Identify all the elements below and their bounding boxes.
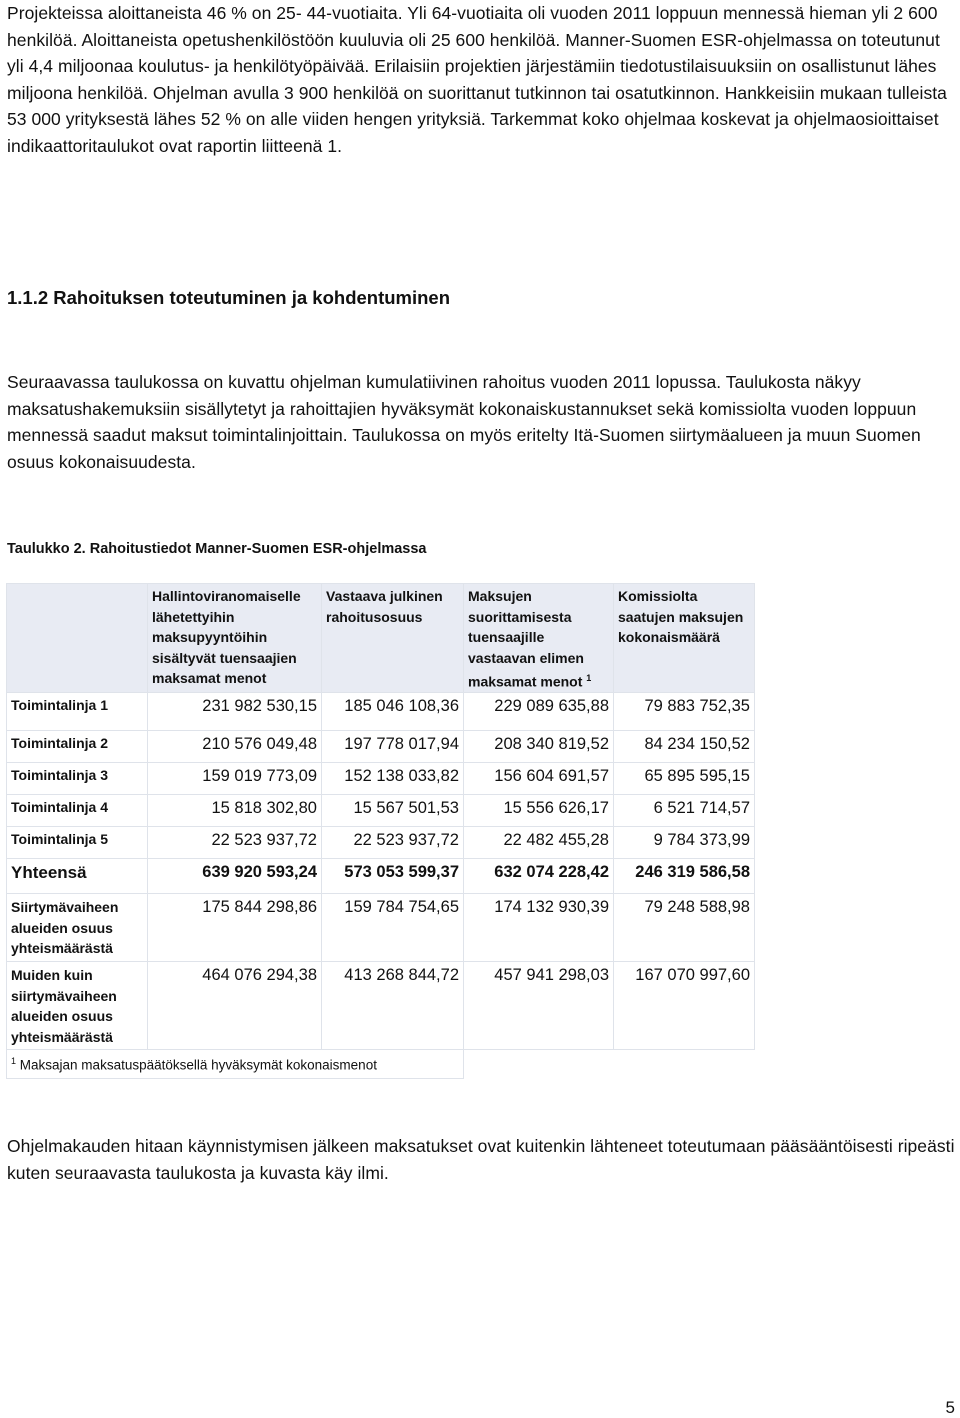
total-label: Yhteensä <box>7 859 148 894</box>
header-paying-body-text: Maksujen suorittamisesta tuensaajille vastaavan elimen maksamat menot <box>468 588 584 690</box>
other-region-row <box>7 962 755 1050</box>
transition-region-row <box>7 894 755 962</box>
table-cell: 159 784 754,65 <box>322 894 464 962</box>
header-expenditure: Hallintoviranomaiselle lähetettyihin maksupyyntöihin sisältyvät tuensaajien maksamat menot <box>148 584 322 693</box>
table-cell: 231 982 530,15 <box>148 693 322 731</box>
section-paragraph: Seuraavassa taulukossa on kuvattu ohjelman kumulatiivinen rahoitus vuoden 2011 lopussa. Taulukosta näkyy maksatushakemuksiin sisällytetyt ja rahoittajien hyväksymät kokonaiskustannukset sekä komissiolta vuoden loppuun mennessä saadut maksut toimintalinjoittain. Taulukossa on myös eritelty Itä-Suomen siirtymäalueen ja muun Suomen osuus kokonaisuudesta. <box>7 372 921 472</box>
header-footnote-mark: 1 <box>586 673 592 683</box>
funding-table <box>6 583 755 1079</box>
page-number: 5 <box>945 1398 955 1417</box>
table-header-row <box>7 584 755 693</box>
table-cell: 167 070 997,60 <box>614 962 755 1050</box>
table-cell: 464 076 294,38 <box>148 962 322 1050</box>
table-cell: 208 340 819,52 <box>464 731 614 763</box>
header-public-share: Vastaava julkinen rahoitusosuus <box>322 584 464 693</box>
table-cell: 65 895 595,15 <box>614 763 755 795</box>
table-cell: 175 844 298,86 <box>148 894 322 962</box>
table-cell: 9 784 373,99 <box>614 827 755 859</box>
table-cell: 79 883 752,35 <box>614 693 755 731</box>
total-cell: 639 920 593,24 <box>148 859 322 894</box>
table-cell: 84 234 150,52 <box>614 731 755 763</box>
table-cell: 152 138 033,82 <box>322 763 464 795</box>
total-cell: 246 319 586,58 <box>614 859 755 894</box>
table-cell: 197 778 017,94 <box>322 731 464 763</box>
table-cell: 15 567 501,53 <box>322 795 464 827</box>
row-label: Siirtymävaiheen alueiden osuus yhteismäärästä <box>7 894 148 962</box>
row-label: Toimintalinja 4 <box>7 795 148 827</box>
table-cell: 185 046 108,36 <box>322 693 464 731</box>
header-corner-cell <box>7 584 148 693</box>
closing-paragraph: Ohjelmakauden hitaan käynnistymisen jälkeen maksatukset ovat kuitenkin lähteneet toteutumaan pääsääntöisesti ripeästi kuten seuraavasta taulukosta ja kuvasta käy ilmi. <box>7 1136 955 1183</box>
table-caption: Taulukko 2. Rahoitustiedot Manner-Suomen ESR-ohjelmassa <box>7 541 427 557</box>
table-row <box>7 795 755 827</box>
footnote-mark: 1 <box>11 1056 17 1067</box>
footnote-spacer <box>464 1050 614 1079</box>
total-cell: 632 074 228,42 <box>464 859 614 894</box>
footnote-spacer <box>614 1050 755 1079</box>
row-label: Toimintalinja 1 <box>7 693 148 731</box>
table-cell: 15 556 626,17 <box>464 795 614 827</box>
table-cell: 156 604 691,57 <box>464 763 614 795</box>
table-row <box>7 763 755 795</box>
row-label: Toimintalinja 2 <box>7 731 148 763</box>
intro-paragraph: Projekteissa aloittaneista 46 % on 25- 44-vuotiaita. Yli 64-vuotiaita oli vuoden 2011 loppuun mennessä hieman yli 2 600 henkilöä. Aloittaneista opetushenkilöstöön kuuluvia oli 25 600 henkilöä. Manner-Suomen ESR-ohjelmassa on toteutunut yli 4,4 miljoonaa koulutus- ja henkilötyöpäivää. Erilaisiin projektien järjestämiin tiedotustilaisuuksiin on osallistunut lähes miljoona henkilöä. Ohjelman avulla 3 900 henkilöä on suorittanut tutkinnon tai osatutkinnon. Hankkeisiin mukaan tulleista 53 000 yrityksestä lähes 52 % on alle viiden hengen yrityksiä. Tarkemmat koko ohjelmaa koskevat ja ohjelmaosioittaiset indikaattoritaulukot ovat raportin liitteenä 1. <box>7 3 947 156</box>
footnote-row <box>7 1050 755 1079</box>
header-paying-body <box>464 584 614 693</box>
table-cell: 22 523 937,72 <box>148 827 322 859</box>
table-cell: 229 089 635,88 <box>464 693 614 731</box>
table-cell: 6 521 714,57 <box>614 795 755 827</box>
table-cell: 15 818 302,80 <box>148 795 322 827</box>
row-label: Toimintalinja 3 <box>7 763 148 795</box>
total-cell: 573 053 599,37 <box>322 859 464 894</box>
table-row <box>7 693 755 731</box>
table-cell: 22 523 937,72 <box>322 827 464 859</box>
table-row <box>7 731 755 763</box>
table-cell: 79 248 588,98 <box>614 894 755 962</box>
section-heading: 1.1.2 Rahoituksen toteutuminen ja kohdentuminen <box>7 287 451 308</box>
footnote-text: Maksajan maksatuspäätöksellä hyväksymät kokonaismenot <box>19 1057 377 1073</box>
table-footnote <box>7 1050 464 1079</box>
row-label: Muiden kuin siirtymävaiheen alueiden osuus yhteismäärästä <box>7 962 148 1050</box>
total-row <box>7 859 755 894</box>
table-cell: 457 941 298,03 <box>464 962 614 1050</box>
table-cell: 413 268 844,72 <box>322 962 464 1050</box>
table-cell: 22 482 455,28 <box>464 827 614 859</box>
table-cell: 174 132 930,39 <box>464 894 614 962</box>
table-row <box>7 827 755 859</box>
table-cell: 159 019 773,09 <box>148 763 322 795</box>
table-cell: 210 576 049,48 <box>148 731 322 763</box>
row-label: Toimintalinja 5 <box>7 827 148 859</box>
header-commission-payments: Komissiolta saatujen maksujen kokonaismäärä <box>614 584 755 693</box>
